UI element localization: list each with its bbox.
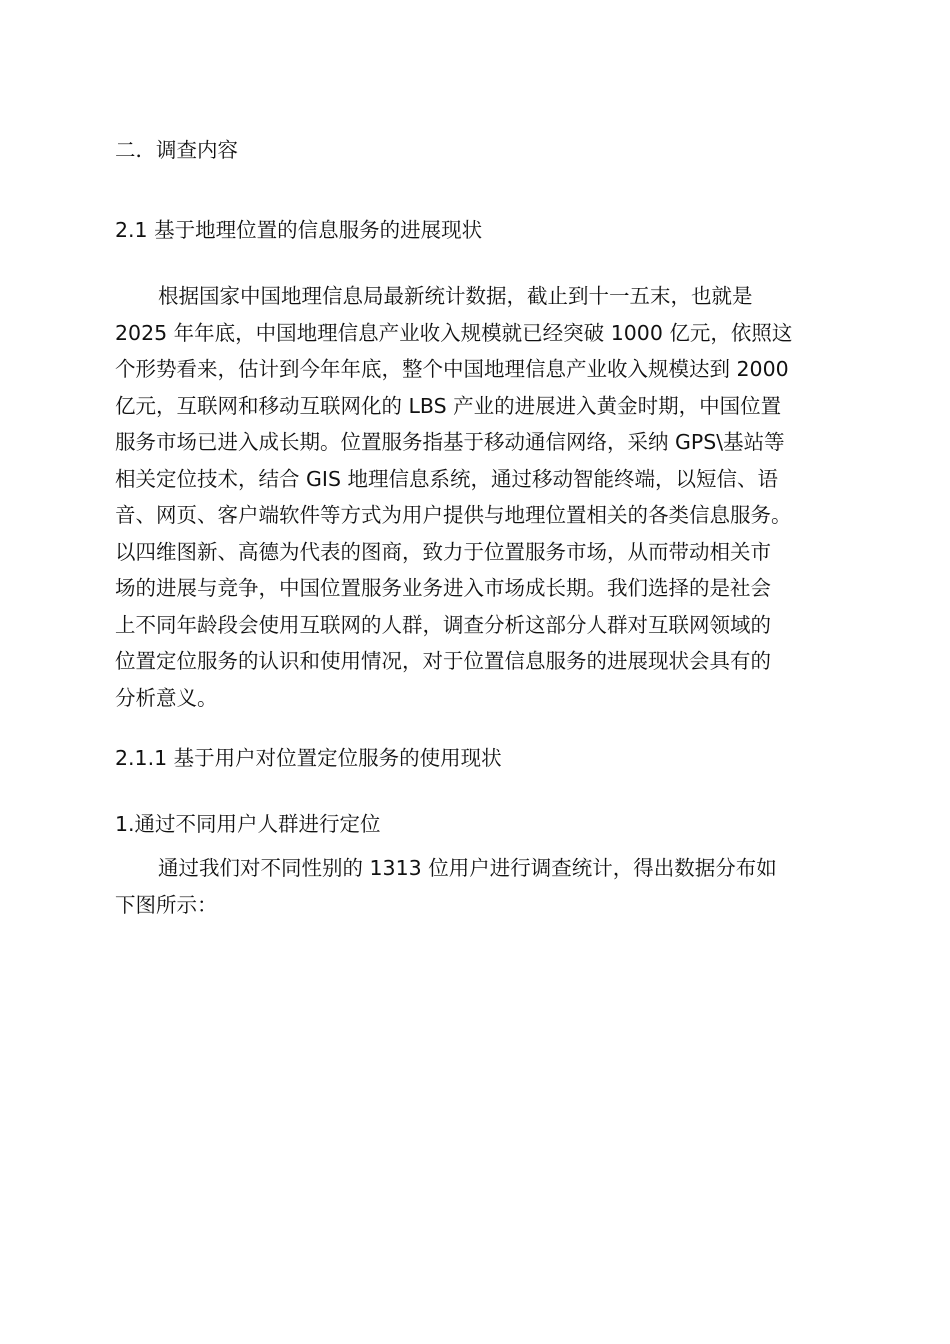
paragraph-line: 分析意义。 (115, 685, 218, 710)
subsubsection-heading (115, 740, 835, 777)
paragraph-line: 根据国家中国地理信息局最新统计数据，截止到十一五末，也就是 (158, 284, 753, 308)
paragraph-line: 相关定位技术，结合 GIS 地理信息系统，通过移动智能终端，以短信、语 (115, 466, 778, 491)
paragraph-line: 个形势看来，估计到今年年底，整个中国地理信息产业收入规模达到 2000 (115, 357, 789, 381)
section-heading-text: 二．调查内容 (115, 138, 238, 162)
paragraph-line: 2025 年年底，中国地理信息产业收入规模就已经突破 1000 亿元，依照这 (115, 320, 793, 345)
paragraph-line: 下图所示： (115, 892, 218, 917)
paragraph-line: 亿元，互联网和移动互联网化的 LBS 产业的进展进入黄金时期，中国位置 (115, 393, 782, 418)
item-heading (115, 806, 835, 843)
paragraph-intro (115, 278, 835, 716)
paragraph-line: 场的进展与竞争，中国位置服务业务进入市场成长期。我们选择的是社会 (115, 576, 771, 600)
paragraph-line: 音、网页、客户端软件等方式为用户提供与地理位置相关的各类信息服务。 (115, 503, 792, 527)
paragraph-line: 通过我们对不同性别的 1313 位用户进行调查统计，得出数据分布如 (158, 856, 777, 880)
paragraph-line: 服务市场已进入成长期。位置服务指基于移动通信网络，采纳 GPS\基站等 (115, 430, 785, 454)
paragraph-line: 位置定位服务的认识和使用情况，对于位置信息服务的进展现状会具有的 (115, 649, 771, 673)
section-heading (115, 132, 835, 169)
subsubsection-heading-text: 2.1.1 基于用户对位置定位服务的使用现状 (115, 746, 502, 770)
item-heading-text: 1.通过不同用户人群进行定位 (115, 812, 381, 836)
paragraph-survey (115, 850, 835, 923)
paragraph-line: 以四维图新、高德为代表的图商，致力于位置服务市场，从而带动相关市 (115, 539, 771, 564)
subsection-heading (115, 212, 835, 249)
subsection-heading-text: 2.1 基于地理位置的信息服务的进展现状 (115, 218, 483, 242)
paragraph-line: 上不同年龄段会使用互联网的人群，调查分析这部分人群对互联网领域的 (115, 612, 771, 637)
